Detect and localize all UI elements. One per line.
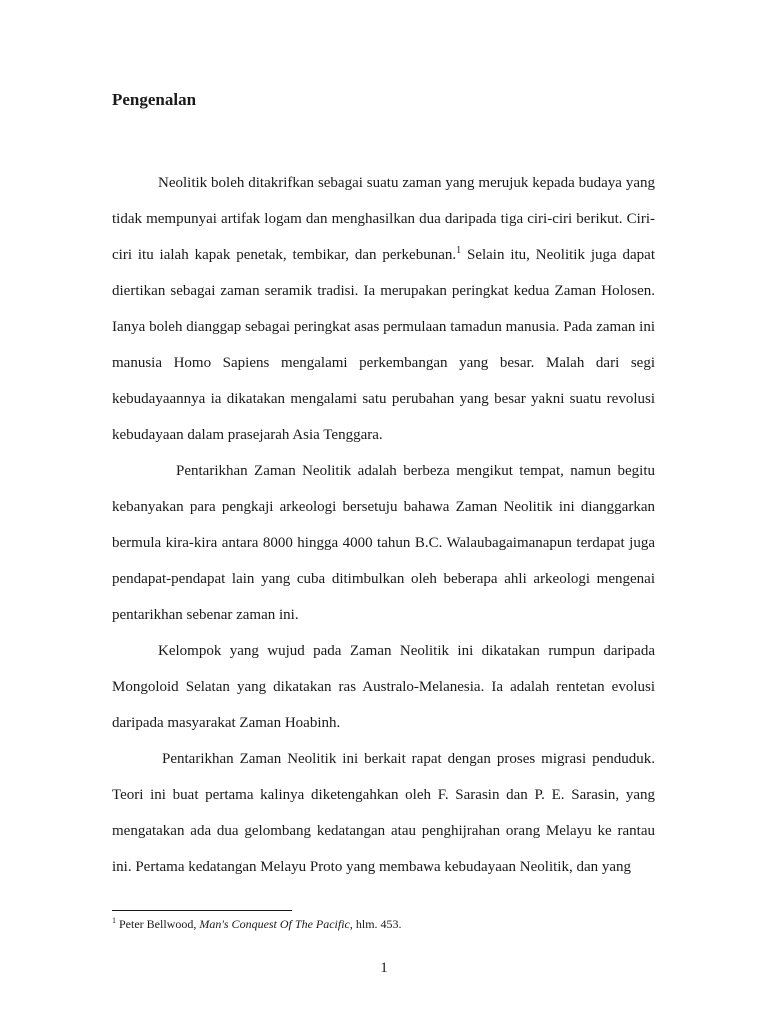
paragraph-3: Kelompok yang wujud pada Zaman Neolitik ini dikatakan rumpun daripada Mongoloid Selatan yang dikatakan ras Australo-Melanesia. Ia adalah rentetan evolusi daripada masyarakat Zaman Hoabinh. [112,643,655,731]
footnote-pages: , hlm. 453. [349,917,402,931]
page-heading: Pengenalan [112,90,197,109]
paragraph-1-text-before: Neolitik boleh ditakrifkan sebagai suatu zaman yang merujuk kepada budaya yang tidak mempunyai artifak logam dan menghasilkan dua daripada tiga ciri-ciri berikut. Ciri-ciri itu ialah kapak penetak, tembikar, dan perkebunan. [112,175,655,263]
footnote-reference: 1 [456,245,462,256]
paragraph-1 [112,165,655,453]
page-number: 1 [380,960,388,976]
paragraph-4: Pentarikhan Zaman Neolitik ini berkait rapat dengan proses migrasi penduduk. Teori ini buat pertama kalinya diketengahkan oleh F. Sarasin dan P. E. Sarasin, yang mengatakan ada dua gelombang kedatangan atau penghijrahan orang Melayu ke rantau ini. Pertama kedatangan Melayu Proto yang membawa kebudayaan Neolitik, dan yang [112,751,655,875]
paragraph-1-text-after: Selain itu, Neolitik juga dapat diertikan sebagai zaman seramik tradisi. Ia merupakan peringkat kedua Zaman Holosen. Ianya boleh dianggap sebagai peringkat asas permulaan tamadun manusia. Pada zaman ini manusia Homo Sapiens mengalami perkembangan yang besar. Malah dari segi kebudayaannya ia dikatakan mengalami satu perubahan yang besar yakni suatu revolusi kebudayaan dalam prasejarah Asia Tenggara. [112,247,655,443]
footnote [112,916,402,932]
paragraph-2: Pentarikhan Zaman Neolitik adalah berbeza mengikut tempat, namun begitu kebanyakan para pengkaji arkeologi bersetuju bahawa Zaman Neolitik ini dianggarkan bermula kira-kira antara 8000 hingga 4000 tahun B.C. Walaubagaimanapun terdapat juga pendapat-pendapat lain yang cuba ditimbulkan oleh beberapa ahli arkeologi mengenai pentarikhan sebenar zaman ini. [112,463,655,623]
footnote-title: Man's Conquest Of The Pacific [199,917,350,931]
body-text [112,165,655,885]
footnote-number: 1 [112,916,116,925]
footnote-author: Peter Bellwood, [116,917,200,931]
footnote-separator [112,910,292,911]
